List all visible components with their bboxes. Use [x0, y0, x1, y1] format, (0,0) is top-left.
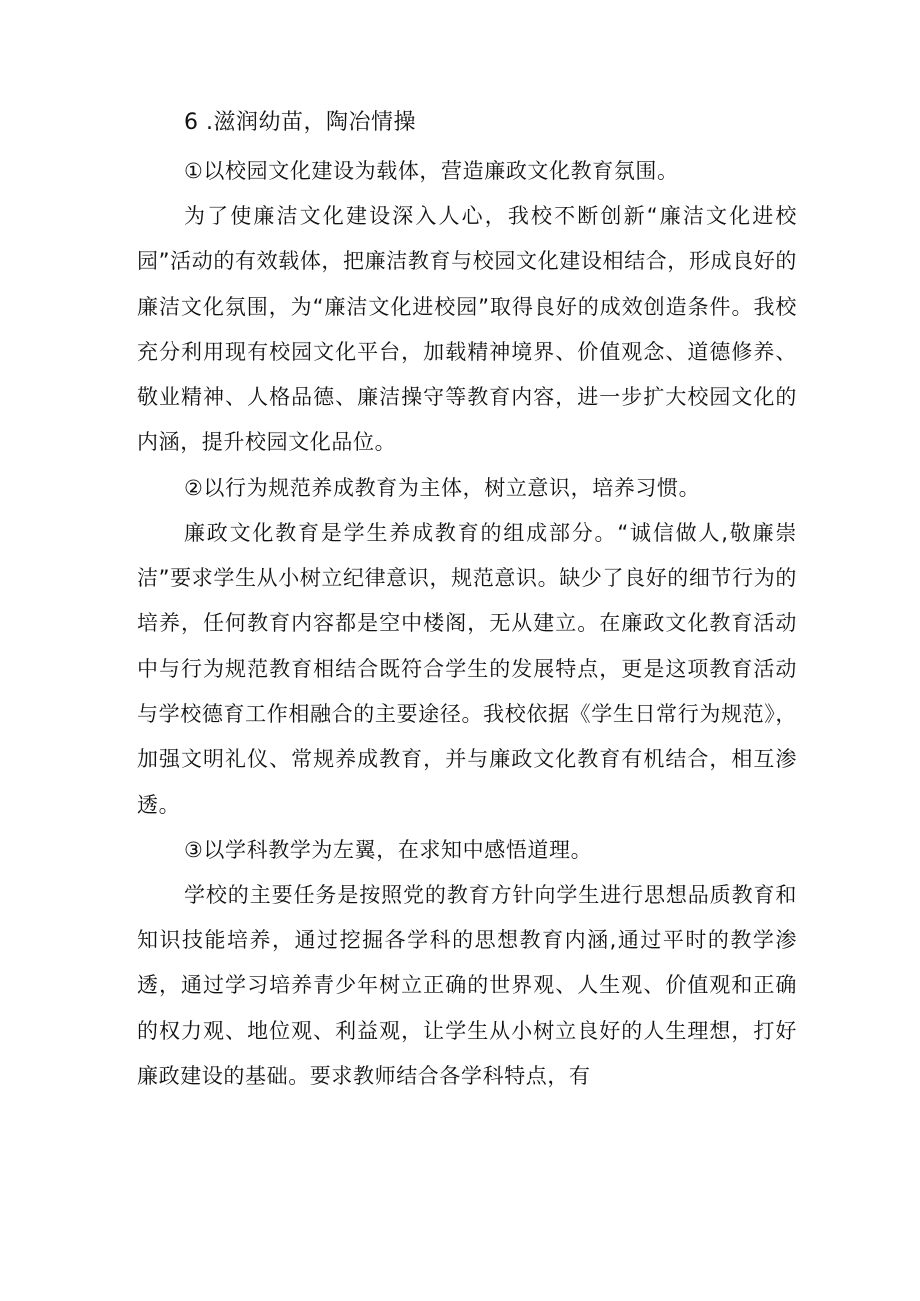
document-page	[137, 103, 797, 1099]
paragraph-2: 廉政文化教育是学生养成教育的组成部分。“诚信做人,敬廉崇洁”要求学生从小树立纪律意识，规范意识。缺少了良好的细节行为的培养，任何教育内容都是空中楼阁，无从建立。在廉政文化教育活动中与行为规范教育相结合既符合学生的发展特点，更是这项教育活动与学校德育工作相融合的主要途径。我校依据《学生日常行为规范》，加强文明礼仪、常规养成教育，并与廉政文化教育有机结合，相互渗透。	[137, 520, 797, 817]
section-title: 6 .滋润幼苗，陶冶情操	[184, 110, 416, 135]
subheading-2: ②以行为规范养成教育为主体，树立意识，培养习惯。	[184, 475, 701, 500]
paragraph-1: 为了使廉洁文化建设深入人心，我校不断创新“廉洁文化进校园”活动的有效载体，把廉洁教育与校园文化建设相结合，形成良好的廉洁文化氛围，为“廉洁文化进校园”取得良好的成效创造条件。我校充分利用现有校园文化平台，加载精神境界、价值观念、道德修养、敬业精神、人格品德、廉洁操守等教育内容，进一步扩大校园文化的内涵，提升校园文化品位。	[137, 204, 797, 455]
subheading-3: ③以学科教学为左翼，在求知中感悟道理。	[184, 837, 593, 862]
subheading-1: ①以校园文化建设为载体，营造廉政文化教育氛围。	[184, 159, 679, 183]
paragraph-3: 学校的主要任务是按照党的教育方针向学生进行思想品质教育和知识技能培养，通过挖掘各学科的思想教育内涵,通过平时的教学渗透，通过学习培养青少年树立正确的世界观、人生观、价值观和正确的权力观、地位观、利益观，让学生从小树立良好的人生理想，打好廉政建设的基础。要求教师结合各学科特点，有	[137, 882, 797, 1089]
